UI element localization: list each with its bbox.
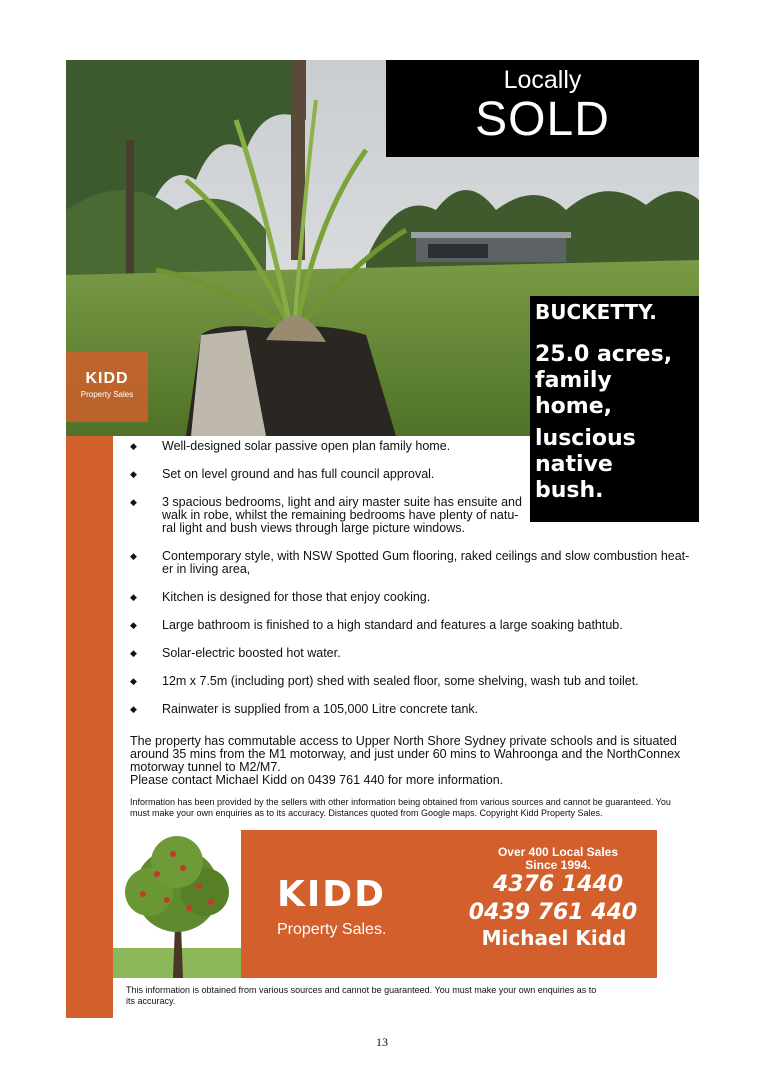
bullet-diamond-icon: ◆ xyxy=(130,469,137,479)
bullet-diamond-icon: ◆ xyxy=(130,441,137,451)
seller-disclaimer xyxy=(130,797,695,819)
feature-item xyxy=(130,675,695,688)
stamp-tagline: Property Sales xyxy=(80,390,134,399)
feature-text: Solar-electric boosted hot water. xyxy=(162,646,341,660)
paragraph-line: Please contact Michael Kidd on 0439 761 440 for more information. xyxy=(130,773,504,787)
page-number: 13 xyxy=(376,1035,388,1049)
acres-line: family xyxy=(535,368,612,393)
tree-icon xyxy=(113,830,241,978)
bullet-diamond-icon: ◆ xyxy=(130,620,137,630)
footer-line: This information is obtained from various sources and cannot be guaranteed. You must make your own enquiries as to xyxy=(126,985,597,995)
description-paragraph xyxy=(130,735,695,787)
feature-text: 3 spacious bedrooms, light and airy master suite has ensuite and xyxy=(162,495,522,509)
agent-name: Michael Kidd xyxy=(481,926,627,950)
agency-name: KIDD xyxy=(277,874,387,915)
feature-text: walk in robe, whilst the remaining bedrooms have plenty of natu- xyxy=(162,508,519,522)
apple-tree-image xyxy=(113,830,241,978)
acres-line: home, xyxy=(535,394,612,419)
feature-item xyxy=(130,440,695,453)
feature-text: Set on level ground and has full council approval. xyxy=(162,467,435,481)
feature-item xyxy=(130,703,695,716)
paragraph-line: The property has commutable access to Upper North Shore Sydney private schools and is situated xyxy=(130,734,677,748)
paragraph-line: around 35 mins from the M1 motorway, and just under 60 mins to Wahroonga and the NorthConnex xyxy=(130,747,681,761)
feature-list xyxy=(130,440,695,731)
feature-item xyxy=(130,647,695,660)
kidd-logo-stamp xyxy=(66,352,148,422)
bullet-diamond-icon: ◆ xyxy=(130,676,137,686)
feature-item xyxy=(130,496,695,535)
stamp-brand: KIDD xyxy=(85,370,129,387)
feature-text: Contemporary style, with NSW Spotted Gum flooring, raked ceilings and slow combustion heat- xyxy=(162,549,690,563)
feature-item xyxy=(130,468,695,481)
feature-item xyxy=(130,591,695,604)
bush-line: bush. xyxy=(535,478,604,503)
office-phone[interactable]: 4376 1440 xyxy=(492,872,624,897)
feature-text: Rainwater is supplied from a 105,000 Litre concrete tank. xyxy=(162,702,479,716)
bullet-diamond-icon: ◆ xyxy=(130,497,137,507)
bullet-diamond-icon: ◆ xyxy=(130,704,137,714)
sold-title: SOLD xyxy=(475,93,610,146)
mobile-phone[interactable]: 0439 761 440 xyxy=(468,900,638,925)
footer-line: its accuracy. xyxy=(126,996,176,1006)
sales-line: Over 400 Local Sales xyxy=(497,845,619,859)
feature-item xyxy=(130,550,695,576)
feature-text: Well-designed solar passive open plan family home. xyxy=(162,439,451,453)
feature-text: 12m x 7.5m (including port) shed with sealed floor, some shelving, wash tub and toilet. xyxy=(162,674,639,688)
bush-line: luscious xyxy=(535,426,636,451)
sold-caption: Locally xyxy=(503,66,582,94)
location-heading: BUCKETTY. xyxy=(535,300,657,324)
feature-text: er in living area, xyxy=(162,562,251,576)
disclaimer-line: must make your own enquiries as to its accuracy. Distances quoted from Google maps. Copyright Kidd Property Sales. xyxy=(130,808,603,818)
acres-heading xyxy=(535,342,693,420)
bullet-diamond-icon: ◆ xyxy=(130,592,137,602)
bullet-diamond-icon: ◆ xyxy=(130,551,137,561)
sales-line: Since 1994. xyxy=(525,858,591,872)
locally-sold-banner xyxy=(386,60,699,157)
disclaimer-line: Information has been provided by the sellers with other information being obtained from various sources and cannot be guaranteed. You xyxy=(130,797,671,807)
paragraph-line: motorway tunnel to M2/M7. xyxy=(130,760,281,774)
agency-subtitle: Property Sales. xyxy=(277,921,387,938)
feature-text: Kitchen is designed for those that enjoy cooking. xyxy=(162,590,431,604)
orange-side-strip xyxy=(66,436,113,1018)
bush-line: native xyxy=(535,452,613,477)
acres-line: 25.0 acres, xyxy=(535,342,673,367)
sales-record xyxy=(473,846,643,872)
footer-disclaimer xyxy=(126,985,671,1007)
feature-text: Large bathroom is finished to a high standard and features a large soaking bathtub. xyxy=(162,618,623,632)
agency-contact-box xyxy=(241,830,657,978)
feature-text: ral light and bush views through large picture windows. xyxy=(162,521,465,535)
bullet-diamond-icon: ◆ xyxy=(130,648,137,658)
feature-item xyxy=(130,619,695,632)
